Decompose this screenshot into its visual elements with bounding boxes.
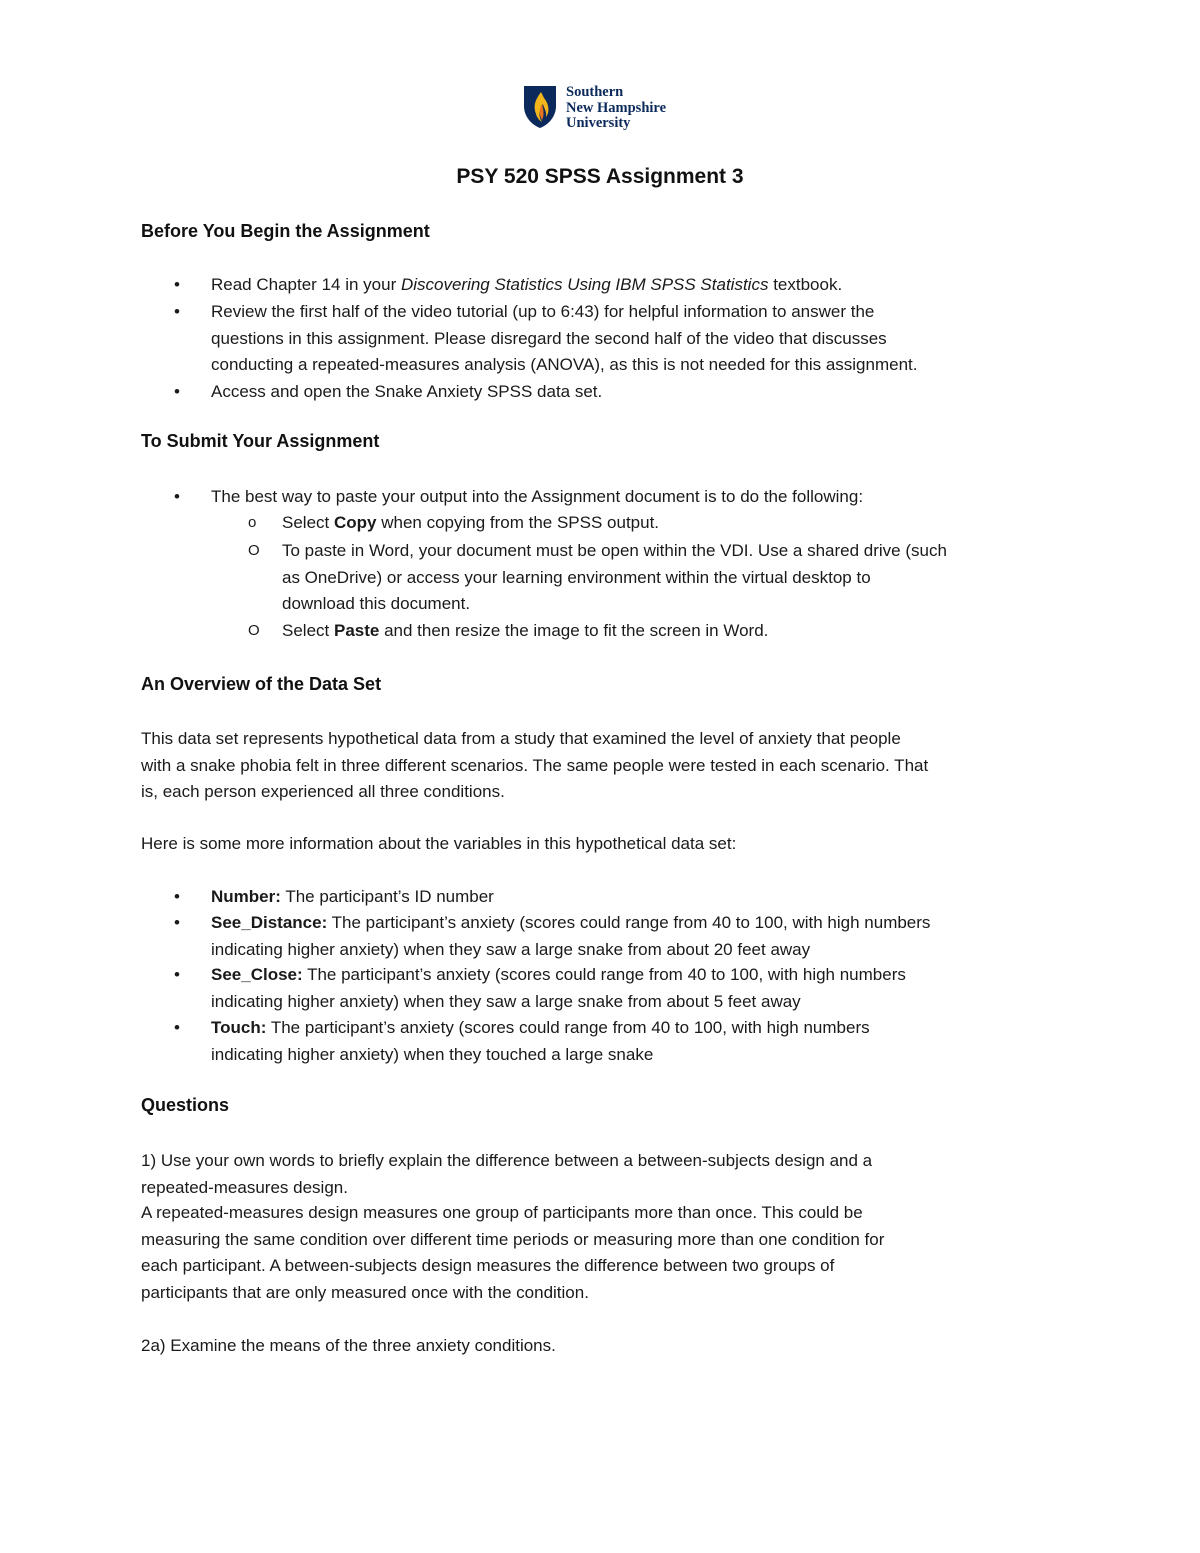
- question-2a: 2a) Examine the means of the three anxiety conditions.: [141, 1336, 556, 1355]
- heading-to-submit: To Submit Your Assignment: [141, 431, 380, 451]
- logo-wordmark: [566, 85, 666, 132]
- text-line: repeated-measures design.: [141, 1177, 348, 1197]
- logo-line-3: University: [566, 115, 631, 131]
- bullet-marker: •: [174, 887, 180, 906]
- variables-intro: Here is some more information about the variables in this hypothetical data set:: [141, 834, 737, 853]
- text-line: participants that are only measured once with the condition.: [141, 1282, 589, 1302]
- bullet-marker: •: [174, 913, 180, 932]
- variable-description: The participant’s anxiety (scores could range from 40 to 100, with high numbers: [302, 965, 906, 984]
- text-line: questions in this assignment. Please disregard the second half of the video that discusses: [211, 328, 887, 348]
- list-item-best-way: The best way to paste your output into the Assignment document is to do the following:: [211, 487, 864, 506]
- variable-number: [211, 884, 1071, 911]
- text-line: is, each person experienced all three conditions.: [141, 782, 505, 801]
- variable-description: The participant’s anxiety (scores could range from 40 to 100, with high numbers: [266, 1018, 870, 1037]
- bullet-marker: •: [174, 275, 180, 294]
- bullet-marker: •: [174, 965, 180, 984]
- university-logo: [522, 84, 666, 132]
- text-span: Read Chapter 14 in your: [211, 275, 401, 294]
- text-line: A repeated-measures design measures one group of participants more than once. This could be: [141, 1203, 863, 1222]
- list-item-access-data: Access and open the Snake Anxiety SPSS data set.: [211, 382, 603, 401]
- shield-flame-icon: [522, 84, 558, 130]
- list-item-read-chapter: [211, 272, 1071, 299]
- textbook-title: Discovering Statistics Using IBM SPSS Statistics: [400, 275, 769, 294]
- logo-line-2: New Hampshire: [566, 99, 667, 116]
- text-line: indicating higher anxiety) when they saw a large snake from about 20 feet away: [211, 939, 811, 959]
- overview-paragraph: [141, 726, 1071, 806]
- text-span: Select: [282, 621, 334, 640]
- variable-name: Number:: [211, 887, 281, 906]
- logo-line-1: Southern: [566, 84, 624, 100]
- text-line: Review the first half of the video tutorial (up to 6:43) for helpful information to answer the: [211, 302, 875, 321]
- text-line: To paste in Word, your document must be open within the VDI. Use a shared drive (such: [282, 541, 947, 560]
- heading-overview: An Overview of the Data Set: [141, 674, 382, 694]
- text-span: when copying from the SPSS output.: [376, 513, 660, 532]
- sub-item-paste-in-word: [282, 538, 1072, 618]
- question-1: [141, 1148, 1071, 1201]
- text-line: with a snake phobia felt in three different scenarios. The same people were tested in each scenario. That: [141, 755, 929, 775]
- text-line: This data set represents hypothetical data from a study that examined the level of anxiety that people: [141, 729, 901, 748]
- text-span: and then resize the image to fit the screen in Word.: [379, 621, 769, 640]
- text-line: conducting a repeated-measures analysis (ANOVA), as this is not needed for this assignment.: [211, 355, 918, 374]
- sub-bullet-marker: O: [248, 622, 260, 639]
- heading-questions: Questions: [141, 1095, 230, 1115]
- text-span: Select: [282, 513, 334, 532]
- text-span: textbook.: [768, 275, 843, 294]
- document-title: PSY 520 SPSS Assignment 3: [456, 165, 744, 188]
- sub-item-copy: [282, 510, 1072, 537]
- variable-see-distance: [211, 910, 1071, 963]
- text-line: 1) Use your own words to briefly explain the difference between a between-subjects design and a: [141, 1151, 873, 1170]
- sub-bullet-marker: O: [248, 542, 260, 559]
- answer-1: [141, 1200, 1071, 1306]
- paste-keyword: Paste: [333, 621, 380, 640]
- text-line: indicating higher anxiety) when they saw a large snake from about 5 feet away: [211, 991, 801, 1011]
- text-line: download this document.: [282, 594, 471, 613]
- variable-description: The participant’s ID number: [280, 887, 494, 906]
- text-line: each participant. A between-subjects design measures the difference between two groups of: [141, 1256, 835, 1275]
- variable-name: See_Close:: [211, 965, 303, 984]
- text-line: as OneDrive) or access your learning environment within the virtual desktop to: [282, 567, 871, 587]
- text-line: indicating higher anxiety) when they touched a large snake: [211, 1044, 654, 1064]
- bullet-marker: •: [174, 302, 180, 321]
- variable-see-close: [211, 962, 1071, 1015]
- sub-bullet-marker: o: [248, 514, 257, 531]
- sub-item-paste: [282, 618, 1072, 645]
- bullet-marker: •: [174, 382, 180, 401]
- variable-name: See_Distance:: [211, 913, 328, 932]
- variable-description: The participant’s anxiety (scores could range from 40 to 100, with high numbers: [327, 913, 931, 932]
- heading-before-you-begin: Before You Begin the Assignment: [141, 221, 430, 241]
- variable-name: Touch:: [211, 1018, 267, 1037]
- bullet-marker: •: [174, 1018, 180, 1037]
- copy-keyword: Copy: [333, 513, 377, 532]
- list-item-review-video: [211, 299, 1071, 379]
- bullet-marker: •: [174, 487, 180, 506]
- variable-touch: [211, 1015, 1071, 1068]
- text-line: measuring the same condition over different time periods or measuring more than one condition for: [141, 1229, 885, 1249]
